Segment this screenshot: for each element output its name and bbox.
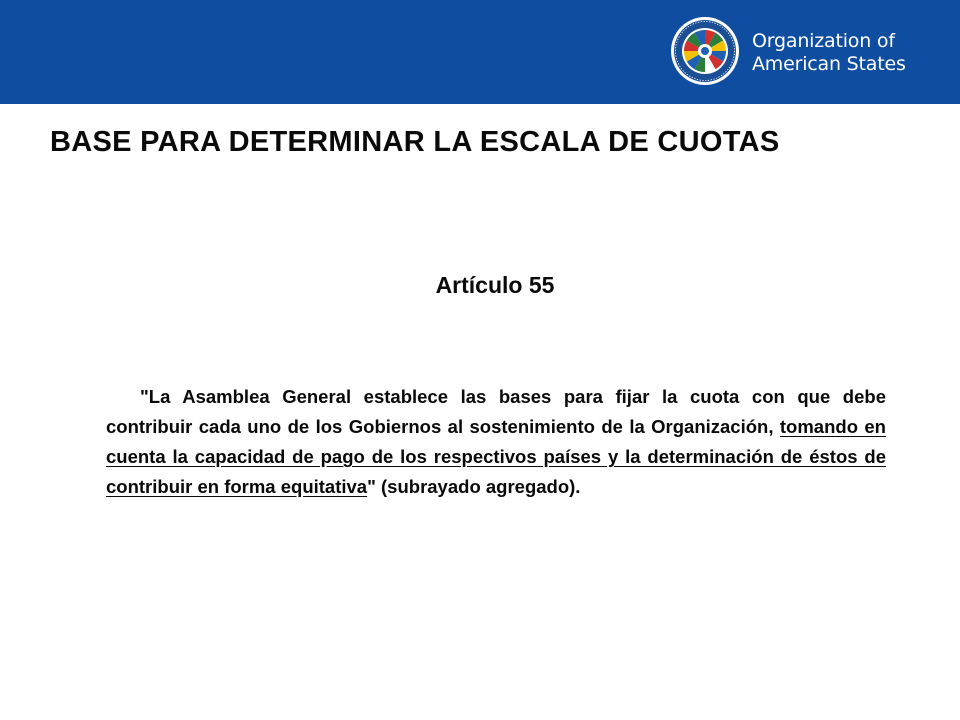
article-text-part2: " (subrayado agregado). bbox=[367, 476, 581, 497]
article-text bbox=[106, 382, 886, 502]
slide-title: BASE PARA DETERMINAR LA ESCALA DE CUOTAS bbox=[50, 126, 780, 158]
organization-name bbox=[752, 30, 906, 76]
organization-name-line2: American States bbox=[752, 53, 906, 75]
article-heading: Artículo 55 bbox=[435, 272, 555, 298]
oas-seal-icon bbox=[670, 16, 740, 86]
organization-name-line1: Organization of bbox=[752, 30, 895, 52]
article-text-underlined: tomando en cuenta la capacidad de pago de los respectivos países y la determinación de éstos de contribuir en forma equitativa bbox=[106, 416, 886, 497]
header-bar bbox=[0, 0, 960, 104]
article-text-part1: "La Asamblea General establece las bases para fijar la cuota con que debe contribuir cada uno de los Gobiernos al sostenimiento de la Organización, bbox=[106, 386, 886, 437]
